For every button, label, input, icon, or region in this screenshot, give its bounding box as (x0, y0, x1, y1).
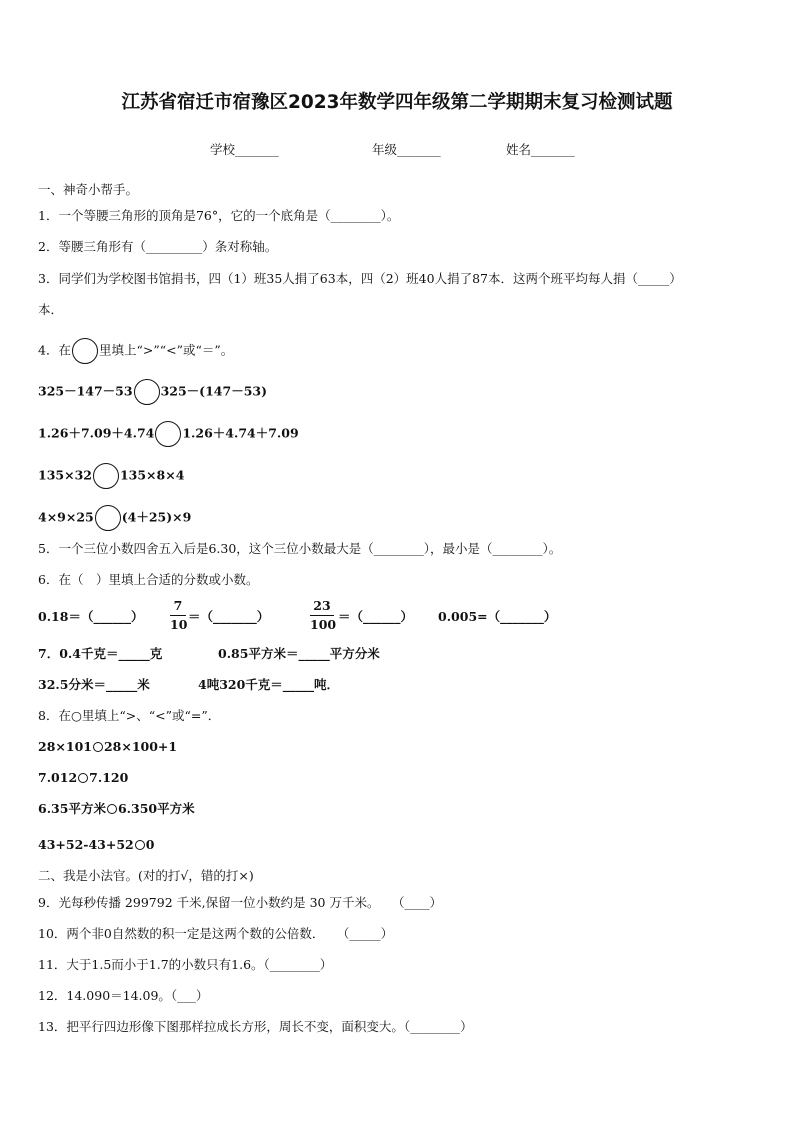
answer-circle-icon (72, 338, 98, 364)
q4-item-right: 135×8×4 (119, 467, 185, 483)
fraction-23-100 (310, 598, 337, 632)
question-5: 5．一个三位小数四舍五入后是6.30，这个三位小数最大是（________），最小是（________）。 (38, 541, 562, 556)
q8-item-left: 7.012 (38, 770, 78, 785)
q8-item-left: 28×101 (38, 739, 92, 754)
compare-circle-icon[interactable] (134, 379, 160, 405)
question-13: 13．把平行四边形像下图那样拉成长方形，周长不变，面积变大。（________） (38, 1019, 473, 1034)
q8-item-right: 28×100+1 (103, 739, 178, 754)
q4-item-left: 4×9×25 (38, 509, 94, 525)
question-8: 8．在○里填上“>、“<”或“=”． (38, 708, 221, 723)
name-field[interactable]: 姓名_______ (506, 142, 575, 157)
small-circle-icon[interactable] (135, 840, 145, 850)
section-2-heading: 二、我是小法官。(对的打√，错的打×) (38, 868, 254, 883)
question-10: 10．两个非0自然数的积一定是这两个数的公倍数． （_____） (38, 926, 394, 941)
fraction-bar (310, 615, 334, 616)
fraction-7-10 (170, 599, 186, 632)
q4-item-left: 1.26＋7.09＋4.74 (38, 425, 155, 441)
q4-item-2 (38, 421, 299, 447)
question-7d: 4吨320千克＝_____吨． (198, 677, 340, 692)
q8-item-left: 6.35平方米 (38, 801, 106, 816)
fraction-bar (170, 615, 186, 616)
q4-item-left: 325－147－53 (38, 383, 133, 399)
question-4 (38, 338, 233, 364)
q4-pre: 4．在 (38, 342, 71, 358)
q4-item-4 (38, 505, 191, 531)
q4-post: 里填上“>”“<”或“＝”。 (98, 342, 234, 358)
q6-item-fraction-2-answer: ＝（______） (338, 609, 414, 624)
q4-item-right: 325－(147－53) (160, 383, 268, 399)
question-9: 9．光每秒传播 299792 千米,保留一位小数约是 30 万千米。 （____） (38, 895, 442, 910)
q8-item-right: 6.350平方米 (117, 801, 195, 816)
q4-item-right: 1.26＋4.74＋7.09 (182, 425, 299, 441)
q8-item-4 (38, 837, 154, 853)
q4-item-right: (4＋25)×9 (121, 509, 192, 525)
q8-item-2 (38, 770, 128, 786)
question-7b: 0.85平方米＝_____平方分米 (218, 646, 380, 661)
q6-item-fraction-1-answer: ＝（_______） (188, 609, 270, 624)
q4-item-left: 135×32 (38, 467, 92, 483)
q6-item-decimal-2: 0.005=（_______） (438, 609, 557, 624)
question-3: 3．同学们为学校图书馆捐书，四（1）班35人捐了63本，四（2）班40人捐了87本．这两个班平均每人捐（_____） (38, 271, 682, 286)
question-6: 6．在（ ）里填上合适的分数或小数。 (38, 572, 259, 587)
small-circle-icon[interactable] (78, 773, 88, 783)
q8-item-left: 43+52-43+52 (38, 837, 134, 852)
question-1: 1．一个等腰三角形的顶角是76°，它的一个底角是（________）。 (38, 208, 400, 223)
small-circle-icon[interactable] (93, 742, 103, 752)
q8-item-1 (38, 739, 177, 755)
section-1-heading: 一、神奇小帮手。 (38, 182, 139, 197)
fraction-denominator: 10 (170, 617, 188, 632)
compare-circle-icon[interactable] (155, 421, 181, 447)
fraction-denominator: 100 (310, 617, 337, 632)
q8-item-right: 7.120 (89, 770, 129, 785)
q4-item-1 (38, 379, 267, 405)
question-11: 11．大于1.5而小于1.7的小数只有1.6。（________） (38, 957, 333, 972)
q8-item-right: 0 (145, 837, 155, 852)
question-7c: 32.5分米＝_____米 (38, 677, 150, 692)
q8-item-3 (38, 801, 195, 817)
fraction-numerator: 23 (313, 598, 331, 613)
question-2: 2．等腰三角形有（_________）条对称轴。 (38, 239, 278, 254)
grade-field[interactable]: 年级_______ (372, 142, 441, 157)
small-circle-icon[interactable] (107, 804, 117, 814)
question-12: 12．14.090＝14.09。（___） (38, 988, 209, 1003)
question-7a: 7．0.4千克＝_____克 (38, 646, 163, 661)
fraction-numerator: 7 (173, 598, 183, 613)
question-3-cont: 本． (38, 302, 64, 317)
compare-circle-icon[interactable] (95, 505, 121, 531)
page-title: 江苏省宿迁市宿豫区2023年数学四年级第二学期期末复习检测试题 (121, 92, 673, 113)
q4-item-3 (38, 463, 184, 489)
compare-circle-icon[interactable] (93, 463, 119, 489)
school-field[interactable]: 学校_______ (210, 142, 279, 157)
q6-item-decimal: 0.18＝（______） (38, 609, 144, 624)
